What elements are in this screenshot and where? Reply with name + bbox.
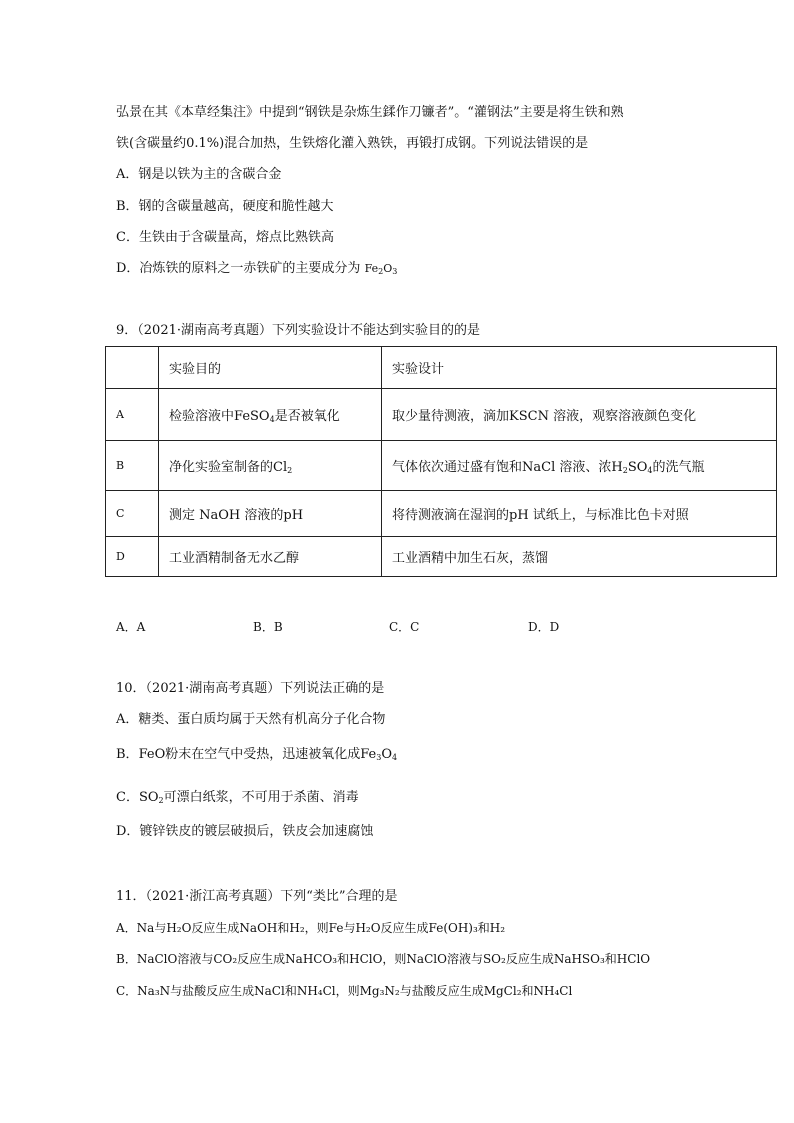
- header-cell-goal: 实验目的: [159, 347, 382, 389]
- q11-option-a: A．Na与H₂O反应生成NaOH和H₂，则Fe与H₂O反应生成Fe(OH)₃和H₂: [116, 921, 506, 935]
- row-label: C: [106, 491, 159, 537]
- table-header-row: [106, 347, 777, 389]
- table-row: [106, 491, 777, 537]
- row-label: B: [106, 441, 159, 491]
- q8-option-d: [116, 260, 397, 278]
- q11-option-c: C．Na₃N与盐酸反应生成NaCl和NH₄Cl，则Mg₃N₂与盐酸反应生成MgCl₂和NH₄Cl: [116, 984, 573, 998]
- row-label: D: [106, 537, 159, 577]
- q9-answer-b: B．B: [253, 620, 283, 634]
- goal-cell: 测定 NaOH 溶液的pH: [159, 491, 382, 537]
- q11-stem: 11．（2021·浙江高考真题）下列“类比”合理的是: [116, 889, 398, 904]
- formula-so2: $SO_2$: [138, 790, 164, 805]
- formula-fe3o4: $Fe_3O_4$: [360, 747, 398, 762]
- formula-feso4: FeSO$_4$: [234, 409, 275, 424]
- q9-answer-c: C．C: [389, 620, 420, 634]
- q10-option-d: D．镀锌铁皮的镀层破损后，铁皮会加速腐蚀: [116, 824, 374, 839]
- q10-option-a: A．糖类、蛋白质均属于天然有机高分子化合物: [116, 712, 386, 727]
- design-cell: 工业酒精中加生石灰，蒸馏: [382, 537, 777, 577]
- q11-option-b: B．NaClO溶液与CO₂反应生成NaHCO₃和HClO，则NaClO溶液与SO₂反应生成NaHSO₃和HClO: [116, 952, 651, 966]
- goal-cell: 工业酒精制备无水乙醇: [159, 537, 382, 577]
- q8-option-d-formula: $Fe_2O_3$: [364, 262, 398, 276]
- q8-option-b: B．钢的含碳量越高，硬度和脆性越大: [116, 199, 334, 214]
- formula-h2so4: $H_2SO_4$: [611, 460, 653, 475]
- q8-option-a: A．钢是以铁为主的含碳合金: [116, 167, 282, 182]
- table-row: [106, 389, 777, 441]
- formula-cl2: $Cl_2$: [273, 460, 293, 475]
- q10-stem: 10．（2021·湖南高考真题）下列说法正确的是: [116, 681, 385, 696]
- q10-option-c: C．$SO_2$可漂白纸浆，不可用于杀菌、消毒: [116, 790, 359, 805]
- q8-stem-line2: 铁(含碳量约0.1%)混合加热，生铁熔化灌入熟铁，再锻打成钢。下列说法错误的是: [116, 136, 589, 151]
- q8-option-c: C．生铁由于含碳量高，熔点比熟铁高: [116, 230, 334, 245]
- goal-cell: 净化实验室制备的$Cl_2$: [159, 441, 382, 491]
- header-cell-label: [106, 347, 159, 389]
- goal-cell: 检验溶液中FeSO$_4$是否被氧化: [159, 389, 382, 441]
- q9-answer-a: A．A: [116, 620, 146, 634]
- q9-answer-d: D．D: [528, 620, 560, 634]
- table-row: [106, 537, 777, 577]
- q9-table: [105, 346, 777, 577]
- table-row: [106, 441, 777, 491]
- row-label: A: [106, 389, 159, 441]
- design-cell: 取少量待测液，滴加KSCN 溶液，观察溶液颜色变化: [382, 389, 777, 441]
- q10-option-b: B．FeO粉末在空气中受热，迅速被氧化成$Fe_3O_4$: [116, 747, 398, 762]
- q9-stem: 9．（2021·湖南高考真题）下列实验设计不能达到实验目的的是: [116, 323, 480, 338]
- design-cell: 将待测液滴在湿润的pH 试纸上，与标准比色卡对照: [382, 491, 777, 537]
- q8-stem-line1: 弘景在其《本草经集注》中提到“钢铁是杂炼生鍒作刀镰者”。“灌钢法”主要是将生铁和熟: [116, 105, 624, 120]
- header-cell-design: 实验设计: [382, 347, 777, 389]
- design-cell: 气体依次通过盛有饱和NaCl 溶液、浓$H_2SO_4$的洗气瓶: [382, 441, 777, 491]
- q8-option-d-text: D．冶炼铁的原料之一赤铁矿的主要成分为: [116, 261, 361, 276]
